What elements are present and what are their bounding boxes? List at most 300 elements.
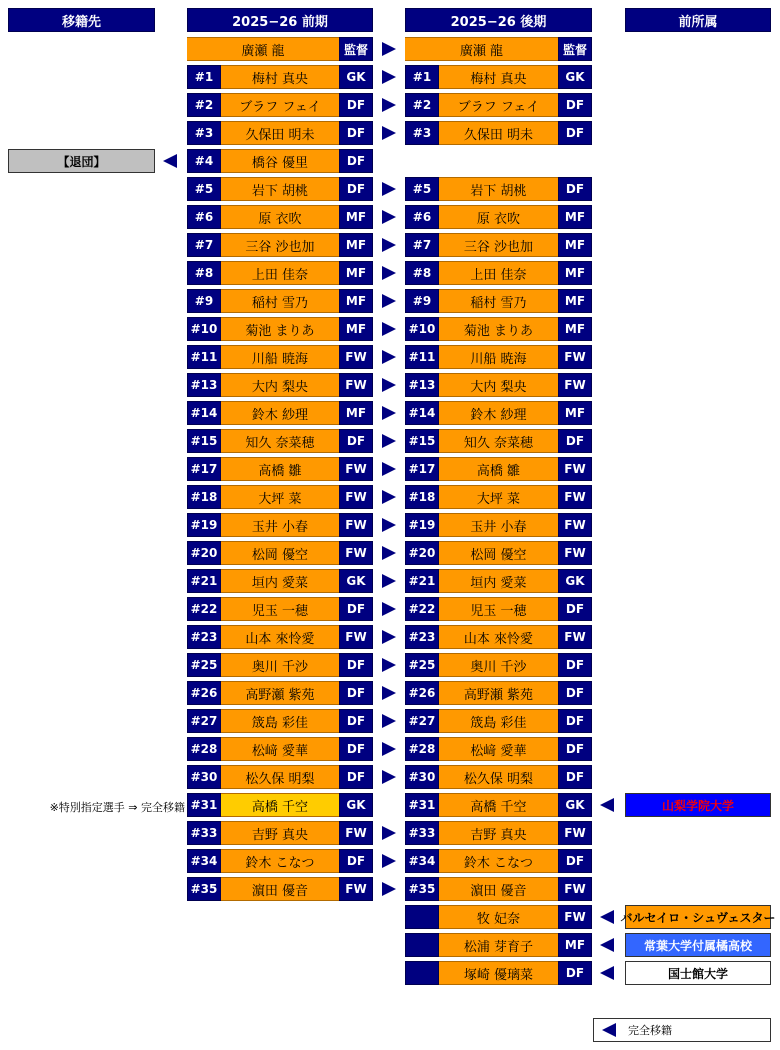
player-number: #35 — [405, 877, 439, 901]
player-number: #2 — [405, 93, 439, 117]
player-name: 吉野 真央 — [439, 821, 558, 845]
player-position: FW — [339, 485, 373, 509]
player-row-second-half — [405, 121, 592, 145]
player-name: 岩下 胡桃 — [439, 177, 558, 201]
player-row-second-half — [405, 345, 592, 369]
player-position: DF — [339, 149, 373, 173]
player-number: #10 — [405, 317, 439, 341]
transfer-arrow-right-icon — [382, 210, 396, 224]
player-position: GK — [558, 569, 592, 593]
player-name: 松岡 優空 — [221, 541, 339, 565]
player-row-second-half — [405, 569, 592, 593]
player-name: ブラフ フェイ — [221, 93, 339, 117]
coach-row-first-half — [187, 37, 373, 61]
player-number: #7 — [187, 233, 221, 257]
player-number: #23 — [405, 625, 439, 649]
player-position: MF — [339, 317, 373, 341]
player-position: DF — [558, 961, 592, 985]
player-position: FW — [339, 625, 373, 649]
player-number: #31 — [187, 793, 221, 817]
player-position: MF — [558, 317, 592, 341]
player-number — [405, 905, 439, 929]
previous-club-label: 常葉大学付属橘高校 — [625, 933, 771, 957]
player-position: MF — [558, 289, 592, 313]
transfer-arrow-right-icon — [382, 434, 396, 448]
player-name: 知久 奈菜穂 — [439, 429, 558, 453]
player-name: 上田 佳奈 — [221, 261, 339, 285]
player-name: 高橋 千空 — [439, 793, 558, 817]
player-row-first-half — [187, 233, 373, 257]
transfer-arrow-right-icon — [382, 322, 396, 336]
player-name: 高野瀬 紫苑 — [221, 681, 339, 705]
coach-name: 廣瀬 龍 — [187, 37, 339, 61]
player-position: DF — [558, 681, 592, 705]
player-name: 鈴木 こなつ — [439, 849, 558, 873]
player-number: #17 — [187, 457, 221, 481]
player-row-first-half — [187, 177, 373, 201]
player-row-second-half — [405, 793, 592, 817]
player-position: GK — [558, 65, 592, 89]
player-row-first-half — [187, 317, 373, 341]
coach-name: 廣瀬 龍 — [405, 37, 558, 61]
player-name: 奥川 千沙 — [439, 653, 558, 677]
player-position: MF — [339, 205, 373, 229]
player-name: 濵田 優音 — [221, 877, 339, 901]
player-position: DF — [339, 429, 373, 453]
player-position: GK — [558, 793, 592, 817]
player-name: 松﨑 愛華 — [439, 737, 558, 761]
special-designation-note: ※特別指定選手 ⇒ 完全移籍 — [49, 801, 185, 814]
player-row-second-half — [405, 233, 592, 257]
transfer-arrow-right-icon — [382, 658, 396, 672]
player-row-first-half — [187, 597, 373, 621]
transfer-arrow-right-icon — [382, 826, 396, 840]
player-number: #14 — [405, 401, 439, 425]
player-name: 垣内 愛菜 — [221, 569, 339, 593]
player-number: #6 — [405, 205, 439, 229]
transfer-arrow-right-icon — [382, 378, 396, 392]
player-row-second-half — [405, 709, 592, 733]
player-name: 大内 梨央 — [439, 373, 558, 397]
header-second-half: 2025−26 後期 — [405, 8, 592, 32]
player-position: DF — [558, 709, 592, 733]
transfer-arrow-left-icon — [600, 798, 614, 812]
player-number: #5 — [405, 177, 439, 201]
player-name: 三谷 沙也加 — [221, 233, 339, 257]
player-row-first-half — [187, 457, 373, 481]
departure-label: 【退団】 — [8, 149, 155, 173]
player-number: #7 — [405, 233, 439, 257]
player-row-first-half — [187, 849, 373, 873]
player-row-second-half — [405, 821, 592, 845]
transfer-arrow-left-icon — [600, 966, 614, 980]
player-number: #11 — [187, 345, 221, 369]
player-position: FW — [558, 877, 592, 901]
player-row-second-half — [405, 933, 592, 957]
player-number: #26 — [405, 681, 439, 705]
player-number: #20 — [187, 541, 221, 565]
transfer-arrow-right-icon — [382, 490, 396, 504]
player-position: DF — [339, 653, 373, 677]
player-number: #33 — [405, 821, 439, 845]
player-number: #30 — [405, 765, 439, 789]
player-row-first-half — [187, 625, 373, 649]
player-name: 岩下 胡桃 — [221, 177, 339, 201]
player-row-second-half — [405, 205, 592, 229]
player-position: FW — [558, 373, 592, 397]
player-row-second-half — [405, 457, 592, 481]
player-number: #13 — [187, 373, 221, 397]
player-name: 菊池 まりあ — [221, 317, 339, 341]
player-name: 菊池 まりあ — [439, 317, 558, 341]
header-first-half: 2025−26 前期 — [187, 8, 373, 32]
player-row-second-half — [405, 653, 592, 677]
player-position: DF — [558, 737, 592, 761]
player-name: 稲村 雪乃 — [221, 289, 339, 313]
player-row-second-half — [405, 485, 592, 509]
header-destination: 移籍先 — [8, 8, 155, 32]
player-row-first-half — [187, 149, 373, 173]
previous-club-label: 国士館大学 — [625, 961, 771, 985]
player-row-first-half — [187, 765, 373, 789]
player-row-first-half — [187, 401, 373, 425]
player-row-second-half — [405, 317, 592, 341]
player-number: #22 — [405, 597, 439, 621]
player-row-second-half — [405, 289, 592, 313]
player-position: FW — [339, 513, 373, 537]
player-position: MF — [339, 289, 373, 313]
player-name: 大坪 菜 — [439, 485, 558, 509]
transfer-arrow-left-icon — [163, 154, 177, 168]
player-name: 上田 佳奈 — [439, 261, 558, 285]
player-name: 原 衣吹 — [439, 205, 558, 229]
player-number: #25 — [187, 653, 221, 677]
player-row-second-half — [405, 961, 592, 985]
player-number: #27 — [405, 709, 439, 733]
player-name: 山本 來怜愛 — [439, 625, 558, 649]
player-name: 原 衣吹 — [221, 205, 339, 229]
transfer-arrow-right-icon — [382, 126, 396, 140]
player-name: 児玉 一穂 — [221, 597, 339, 621]
transfer-arrow-left-icon — [600, 938, 614, 952]
player-position: DF — [339, 597, 373, 621]
player-name: 山本 來怜愛 — [221, 625, 339, 649]
player-name: 三谷 沙也加 — [439, 233, 558, 257]
transfer-arrow-right-icon — [382, 350, 396, 364]
player-row-second-half — [405, 65, 592, 89]
player-position: DF — [339, 681, 373, 705]
player-position: FW — [339, 345, 373, 369]
player-number: #35 — [187, 877, 221, 901]
player-row-first-half — [187, 541, 373, 565]
player-row-first-half — [187, 569, 373, 593]
player-name: 鈴木 こなつ — [221, 849, 339, 873]
player-number: #4 — [187, 149, 221, 173]
transfer-arrow-right-icon — [382, 182, 396, 196]
player-number: #11 — [405, 345, 439, 369]
player-name: 稲村 雪乃 — [439, 289, 558, 313]
player-position: DF — [339, 177, 373, 201]
player-name: 知久 奈菜穂 — [221, 429, 339, 453]
player-name: 松浦 芽育子 — [439, 933, 558, 957]
player-position: FW — [558, 457, 592, 481]
player-name: 鈴木 紗理 — [439, 401, 558, 425]
player-number: #9 — [405, 289, 439, 313]
player-row-second-half — [405, 373, 592, 397]
player-name: 久保田 明未 — [221, 121, 339, 145]
player-position: MF — [339, 401, 373, 425]
player-number: #8 — [187, 261, 221, 285]
player-position: FW — [339, 541, 373, 565]
player-position: DF — [339, 93, 373, 117]
player-position: DF — [558, 93, 592, 117]
player-name: 筬島 彩佳 — [439, 709, 558, 733]
player-position: DF — [339, 849, 373, 873]
transfer-arrow-right-icon — [382, 70, 396, 84]
player-row-second-half — [405, 513, 592, 537]
player-row-second-half — [405, 737, 592, 761]
legend — [593, 1018, 771, 1042]
player-name: 梅村 真央 — [221, 65, 339, 89]
player-position: FW — [558, 625, 592, 649]
player-number: #14 — [187, 401, 221, 425]
player-number: #17 — [405, 457, 439, 481]
player-name: 松岡 優空 — [439, 541, 558, 565]
player-row-first-half — [187, 345, 373, 369]
coach-row-second-half — [405, 37, 592, 61]
transfer-arrow-right-icon — [382, 742, 396, 756]
player-name: 濵田 優音 — [439, 877, 558, 901]
player-number: #28 — [187, 737, 221, 761]
player-name: 鈴木 紗理 — [221, 401, 339, 425]
player-row-second-half — [405, 429, 592, 453]
player-row-first-half — [187, 737, 373, 761]
transfer-arrow-right-icon — [382, 518, 396, 532]
player-number: #27 — [187, 709, 221, 733]
transfer-arrow-right-icon — [382, 770, 396, 784]
player-position: FW — [558, 345, 592, 369]
player-row-second-half — [405, 681, 592, 705]
previous-club-label: バルセイロ・シュヴェスター — [625, 905, 771, 929]
transfer-arrow-right-icon — [382, 854, 396, 868]
transfer-arrow-right-icon — [382, 294, 396, 308]
player-number — [405, 961, 439, 985]
legend-label: 完全移籍 — [628, 1024, 672, 1037]
player-name: 玉井 小春 — [439, 513, 558, 537]
player-name: 吉野 真央 — [221, 821, 339, 845]
player-row-second-half — [405, 597, 592, 621]
player-row-second-half — [405, 765, 592, 789]
transfer-arrow-left-icon — [602, 1023, 616, 1037]
player-position: DF — [558, 429, 592, 453]
player-name: 高橋 雛 — [221, 457, 339, 481]
coach-role-badge: 監督 — [558, 37, 592, 61]
player-name: 高橋 千空 — [221, 793, 339, 817]
player-position: GK — [339, 569, 373, 593]
player-number: #21 — [405, 569, 439, 593]
transfer-arrow-right-icon — [382, 406, 396, 420]
header-previous-club: 前所属 — [625, 8, 771, 32]
player-number — [405, 933, 439, 957]
player-row-first-half — [187, 485, 373, 509]
player-row-first-half — [187, 289, 373, 313]
player-row-first-half — [187, 121, 373, 145]
player-position: MF — [339, 261, 373, 285]
player-name: 高野瀬 紫苑 — [439, 681, 558, 705]
player-row-first-half — [187, 93, 373, 117]
player-number: #1 — [187, 65, 221, 89]
player-position: GK — [339, 65, 373, 89]
transfer-arrow-right-icon — [382, 714, 396, 728]
player-row-second-half — [405, 177, 592, 201]
player-position: FW — [558, 541, 592, 565]
player-name: 奥川 千沙 — [221, 653, 339, 677]
player-number: #10 — [187, 317, 221, 341]
player-name: 垣内 愛菜 — [439, 569, 558, 593]
player-number: #20 — [405, 541, 439, 565]
player-number: #9 — [187, 289, 221, 313]
player-number: #18 — [405, 485, 439, 509]
player-number: #15 — [187, 429, 221, 453]
player-number: #33 — [187, 821, 221, 845]
player-position: MF — [558, 261, 592, 285]
player-position: DF — [339, 121, 373, 145]
transfer-arrow-right-icon — [382, 266, 396, 280]
player-number: #26 — [187, 681, 221, 705]
player-position: FW — [339, 373, 373, 397]
player-position: MF — [558, 401, 592, 425]
player-row-first-half — [187, 709, 373, 733]
player-row-second-half — [405, 877, 592, 901]
transfer-arrow-right-icon — [382, 42, 396, 56]
coach-role-badge: 監督 — [339, 37, 373, 61]
player-position: FW — [558, 513, 592, 537]
player-position: DF — [558, 849, 592, 873]
transfer-arrow-left-icon — [600, 910, 614, 924]
player-number: #19 — [187, 513, 221, 537]
player-number: #2 — [187, 93, 221, 117]
player-position: FW — [339, 457, 373, 481]
player-name: 児玉 一穂 — [439, 597, 558, 621]
player-number: #3 — [187, 121, 221, 145]
player-position: DF — [339, 709, 373, 733]
player-row-first-half — [187, 65, 373, 89]
player-row-first-half — [187, 877, 373, 901]
player-name: 松﨑 愛華 — [221, 737, 339, 761]
player-position: DF — [558, 653, 592, 677]
player-position: DF — [339, 737, 373, 761]
player-number: #5 — [187, 177, 221, 201]
player-number: #31 — [405, 793, 439, 817]
player-row-first-half — [187, 653, 373, 677]
player-name: 玉井 小春 — [221, 513, 339, 537]
player-position: MF — [558, 233, 592, 257]
player-number: #21 — [187, 569, 221, 593]
player-name: 川船 暁海 — [221, 345, 339, 369]
player-position: DF — [339, 765, 373, 789]
player-row-first-half — [187, 793, 373, 817]
player-number: #3 — [405, 121, 439, 145]
player-position: DF — [558, 597, 592, 621]
player-row-first-half — [187, 681, 373, 705]
transfer-arrow-right-icon — [382, 630, 396, 644]
previous-club-label: 山梨学院大学 — [625, 793, 771, 817]
player-row-second-half — [405, 261, 592, 285]
player-position: DF — [558, 765, 592, 789]
transfer-arrow-right-icon — [382, 546, 396, 560]
player-number: #15 — [405, 429, 439, 453]
player-name: 大内 梨央 — [221, 373, 339, 397]
player-number: #22 — [187, 597, 221, 621]
player-row-second-half — [405, 401, 592, 425]
player-number: #28 — [405, 737, 439, 761]
player-number: #18 — [187, 485, 221, 509]
player-row-second-half — [405, 849, 592, 873]
player-name: 梅村 真央 — [439, 65, 558, 89]
player-row-second-half — [405, 905, 592, 929]
player-position: FW — [339, 821, 373, 845]
player-number: #6 — [187, 205, 221, 229]
player-position: DF — [558, 121, 592, 145]
player-row-second-half — [405, 93, 592, 117]
transfer-arrow-right-icon — [382, 686, 396, 700]
transfer-arrow-right-icon — [382, 238, 396, 252]
transfer-arrow-right-icon — [382, 98, 396, 112]
player-number: #19 — [405, 513, 439, 537]
player-name: 筬島 彩佳 — [221, 709, 339, 733]
player-position: MF — [558, 933, 592, 957]
player-name: 松久保 明梨 — [439, 765, 558, 789]
player-row-first-half — [187, 821, 373, 845]
player-name: 牧 妃奈 — [439, 905, 558, 929]
player-number: #34 — [187, 849, 221, 873]
transfer-arrow-right-icon — [382, 602, 396, 616]
player-row-first-half — [187, 261, 373, 285]
player-row-first-half — [187, 205, 373, 229]
player-name: 川船 暁海 — [439, 345, 558, 369]
player-position: MF — [558, 205, 592, 229]
player-row-second-half — [405, 625, 592, 649]
player-name: 松久保 明梨 — [221, 765, 339, 789]
transfer-arrow-right-icon — [382, 462, 396, 476]
transfer-arrow-right-icon — [382, 574, 396, 588]
player-name: 高橋 雛 — [439, 457, 558, 481]
player-number: #23 — [187, 625, 221, 649]
player-position: FW — [558, 485, 592, 509]
player-row-first-half — [187, 429, 373, 453]
player-row-first-half — [187, 513, 373, 537]
player-position: FW — [558, 905, 592, 929]
player-number: #34 — [405, 849, 439, 873]
player-name: 大坪 菜 — [221, 485, 339, 509]
player-name: 久保田 明未 — [439, 121, 558, 145]
player-number: #13 — [405, 373, 439, 397]
player-position: MF — [339, 233, 373, 257]
player-position: DF — [558, 177, 592, 201]
player-number: #8 — [405, 261, 439, 285]
player-row-first-half — [187, 373, 373, 397]
transfer-arrow-right-icon — [382, 882, 396, 896]
player-name: ブラフ フェイ — [439, 93, 558, 117]
player-position: FW — [558, 821, 592, 845]
player-name: 塚崎 優璃菜 — [439, 961, 558, 985]
player-number: #1 — [405, 65, 439, 89]
player-position: FW — [339, 877, 373, 901]
player-row-second-half — [405, 541, 592, 565]
player-position: GK — [339, 793, 373, 817]
player-number: #30 — [187, 765, 221, 789]
player-name: 橋谷 優里 — [221, 149, 339, 173]
